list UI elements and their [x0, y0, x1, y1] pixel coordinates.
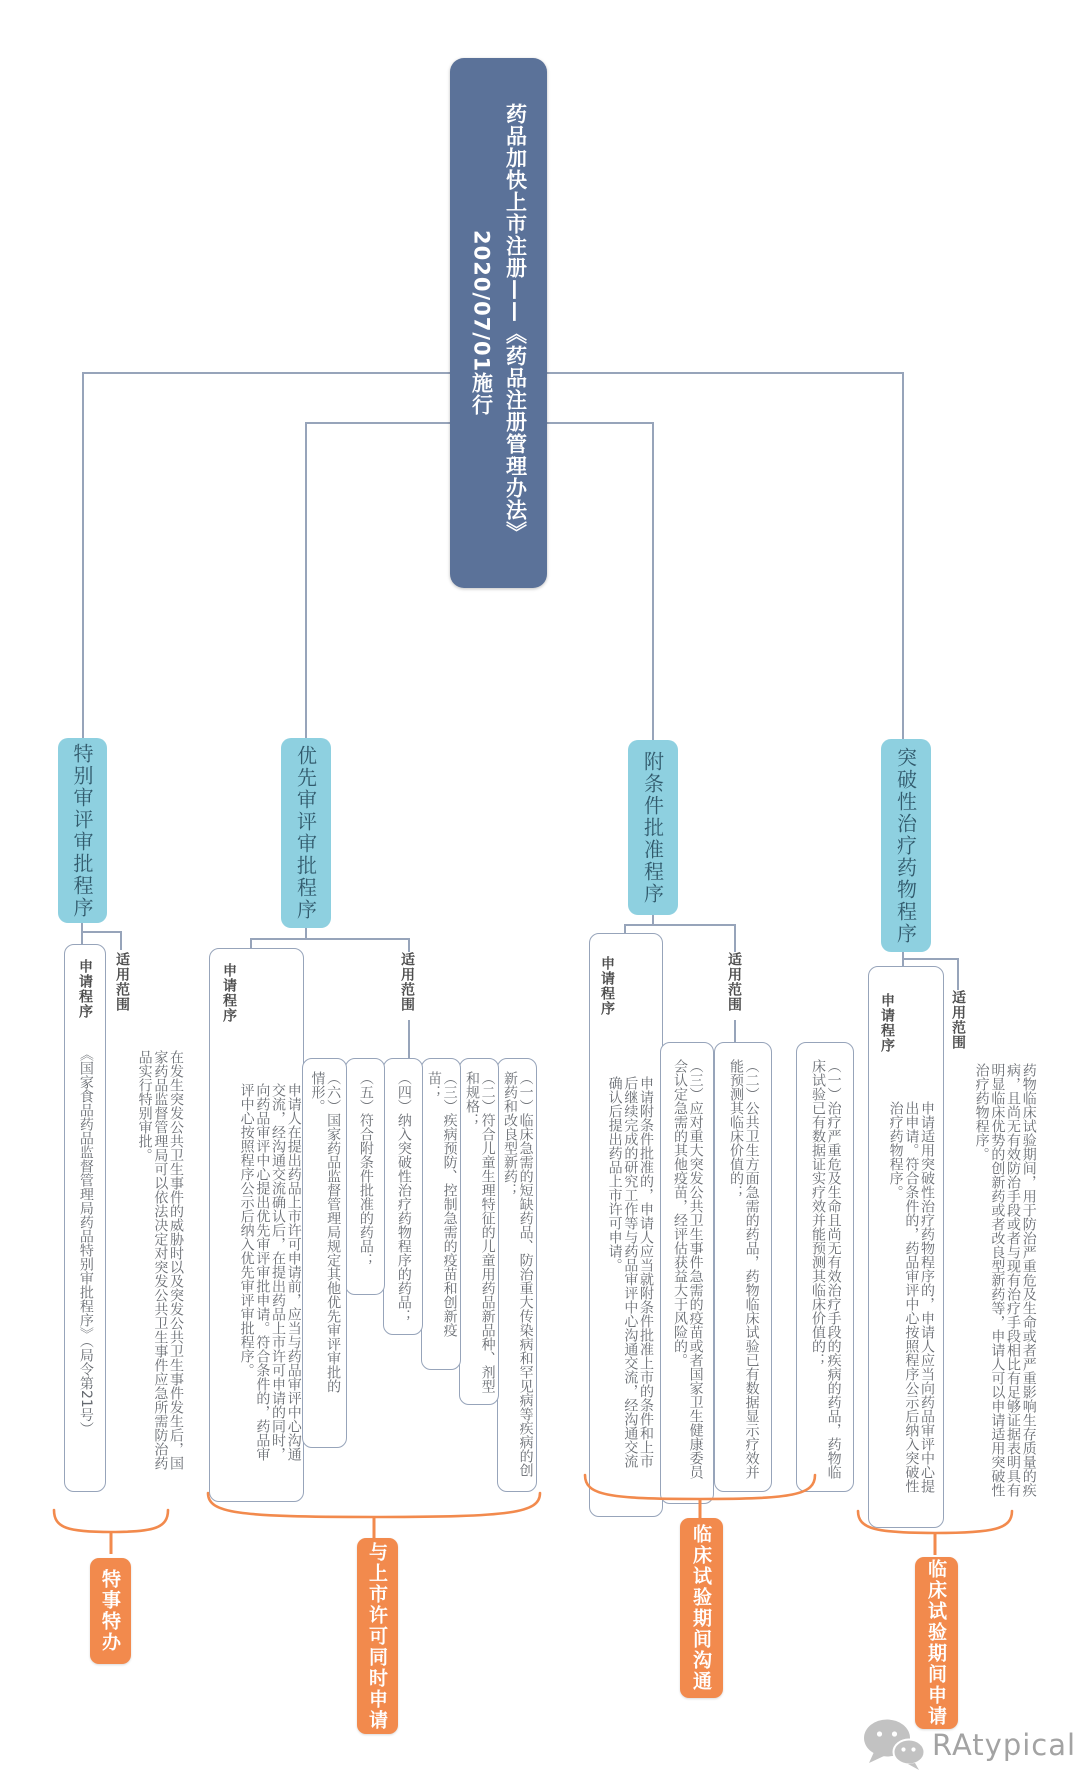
connector — [408, 938, 410, 952]
connector — [82, 372, 450, 374]
procedure-text: 申请适用突破性治疗药物程序的，申请人应当向药品审评中心提出申请。符合条件的，药品审评中心按照程序公示后纳入突破性治疗药物程序。 — [887, 1101, 936, 1493]
tag-node-conditional[interactable] — [680, 1518, 723, 1698]
scope-label: 适用范围 — [726, 952, 742, 1012]
branch-node-label: 优先审评审批程序 — [293, 745, 318, 921]
connector — [547, 422, 654, 424]
scope-label: 适用范围 — [950, 990, 966, 1050]
branch-node-conditional[interactable] — [628, 740, 678, 915]
root-title-line2: 2020/07/01施行 — [469, 229, 494, 417]
branch-node-label: 特别审评审批程序 — [70, 742, 94, 919]
brace — [206, 1491, 542, 1541]
scope-item-box — [345, 1058, 385, 1295]
scope-item-box — [302, 1058, 347, 1448]
scope-item-text: （一）治疗严重危及生命且尚无有效治疗手段的疾病的药品，药物临床试验已有数据证实疗效并能预测其临床价值的； — [810, 1059, 842, 1479]
procedure-label: 申请程序 — [599, 956, 615, 1016]
connector — [250, 938, 410, 940]
tag-label: 临床试验期间沟通 — [690, 1524, 712, 1692]
connector — [624, 924, 736, 926]
connector — [734, 924, 736, 952]
connector — [734, 1020, 736, 1042]
branch-node-label: 突破性治疗药物程序 — [893, 746, 918, 945]
connector — [902, 958, 959, 960]
procedure-box-conditional — [589, 933, 663, 1517]
procedure-box-breakthrough — [868, 966, 944, 1528]
connector — [250, 938, 252, 948]
connector — [82, 372, 84, 738]
scope-item-box — [796, 1042, 854, 1492]
branch-node-special[interactable] — [58, 738, 107, 923]
connector — [652, 422, 654, 740]
connector — [120, 931, 122, 950]
brace — [856, 1509, 1014, 1557]
scope-item-box — [421, 1058, 461, 1370]
scope-text: 在发生突发公共卫生事件的威胁时以及突发公共卫生事件发生后，国家药品监督管理局可以依法决定对突发公共卫生事件应急所需防治药品实行特别审批。 — [136, 1050, 185, 1470]
tag-node-breakthrough[interactable] — [915, 1557, 958, 1729]
procedure-box-special — [64, 944, 106, 1492]
procedure-text: 《国家食品药品监督管理局药品特别审批程序》（局令第21号） — [77, 1047, 94, 1436]
scope-item-text: （四）纳入突破性治疗药物程序的药品； — [395, 1071, 412, 1323]
connector — [957, 958, 959, 990]
scope-item-box — [459, 1058, 499, 1405]
branch-node-label: 附条件批准程序 — [640, 750, 665, 905]
scope-item-text: （六）国家药品监督管理局规定其他优先审评审批的情形。 — [309, 1071, 342, 1393]
procedure-text: 申请附条件批准的，申请人应当就附条件批准上市的条件和上市后继续完成的研究工作等与药品审评中心沟通交流，经沟通交流确认后提出药品上市许可申请。 — [606, 1076, 655, 1468]
scope-item-box — [497, 1058, 537, 1492]
connector — [305, 422, 307, 738]
procedure-label: 申请程序 — [77, 959, 93, 1019]
scope-item-text: （三）应对重大突发公共卫生事件急需的疫苗或者国家卫生健康委员会认定急需的其他疫苗，经评估获益大于风险的。 — [672, 1059, 704, 1479]
watermark-brand: RAtypical — [932, 1728, 1077, 1762]
connector — [902, 372, 904, 739]
root-node[interactable] — [450, 58, 547, 588]
scope-item-text: （二）符合儿童生理特征的儿童用药品新品种、剂型和规格； — [464, 1071, 496, 1393]
tag-node-special[interactable] — [90, 1558, 131, 1664]
procedure-label: 申请程序 — [879, 993, 895, 1053]
root-title-line1: 药品加快上市注册——《药品注册管理办法》 — [503, 103, 528, 543]
tag-node-priority[interactable] — [357, 1538, 398, 1734]
procedure-text: 申请人在提出药品上市许可申请前，应当与药品审评中心沟通交流，经沟通交流确认后，在提出药品上市许可申请的同时，向药品审评中心提出优先审评审批申请。符合条件的，药品审评中心按照程序公示后纳入优先审评审批程序。 — [238, 1083, 302, 1461]
scope-label: 适用范围 — [114, 952, 130, 1012]
wechat-icon — [862, 1718, 926, 1772]
scope-item-box — [714, 1042, 772, 1492]
scope-label: 适用范围 — [399, 952, 415, 1012]
connector — [624, 924, 626, 933]
scope-item-box — [383, 1058, 423, 1335]
watermark — [862, 1718, 1076, 1772]
tag-label: 临床试验期间申请 — [925, 1559, 947, 1727]
connector — [547, 372, 904, 374]
procedure-box-priority — [209, 948, 304, 1502]
tag-label: 特事特办 — [99, 1569, 121, 1653]
branch-node-breakthrough[interactable] — [881, 739, 931, 952]
brace — [583, 1473, 817, 1523]
connector — [81, 931, 122, 933]
scope-item-text: （二）公共卫生方面急需的药品，药物临床试验已有数据显示疗效并能预测其临床价值的； — [728, 1059, 760, 1479]
connector — [305, 422, 450, 424]
scope-text: 药物临床试验期间，用于防治严重危及生命或者严重影响生存质量的疾病，且尚无有效防治手段或者与现有治疗手段相比有足够证据表明具有明显临床优势的创新药或者改良型新药等，申请人可以申请适用突破性治疗药物程序。 — [973, 1063, 1037, 1497]
procedure-label: 申请程序 — [221, 963, 237, 1023]
connector — [408, 1020, 410, 1058]
branch-node-priority[interactable] — [281, 738, 331, 928]
scope-item-text: （五）符合附条件批准的药品； — [357, 1071, 374, 1267]
scope-item-text: （一）临床急需的短缺药品、防治重大传染病和罕见病等疾病的创新药和改良型新药； — [502, 1071, 534, 1477]
scope-item-text: （三）疾病预防、控制急需的疫苗和创新疫苗； — [426, 1071, 458, 1337]
scope-item-box — [660, 1042, 714, 1504]
tag-label: 与上市许可同时申请 — [366, 1541, 388, 1731]
brace — [52, 1508, 170, 1556]
connector — [81, 923, 83, 944]
